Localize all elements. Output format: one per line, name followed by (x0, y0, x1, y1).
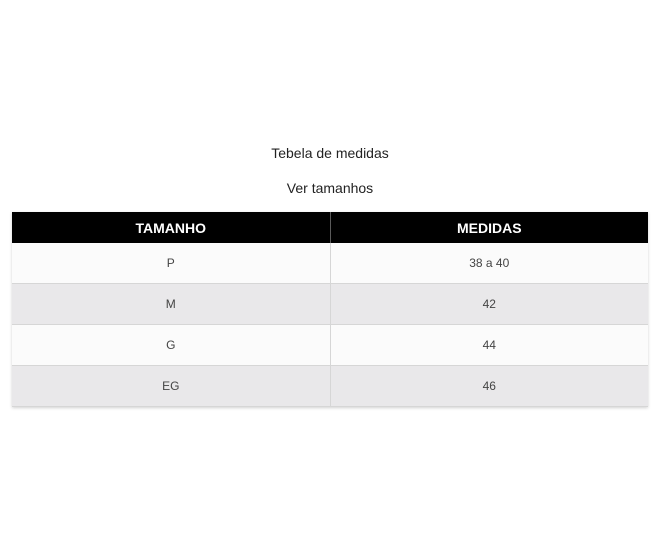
table-row (12, 325, 648, 366)
cell-size: M (12, 284, 330, 325)
header-size: TAMANHO (12, 212, 330, 243)
cell-measurement: 46 (330, 366, 648, 407)
page-title: Tebela de medidas (271, 145, 389, 161)
table-row (12, 243, 648, 284)
size-table (12, 212, 648, 407)
cell-size: P (12, 243, 330, 284)
size-table-container (12, 212, 648, 407)
header-measurements: MEDIDAS (330, 212, 648, 243)
cell-size: EG (12, 366, 330, 407)
table-row (12, 366, 648, 407)
cell-measurement: 42 (330, 284, 648, 325)
cell-measurement: 38 a 40 (330, 243, 648, 284)
cell-size: G (12, 325, 330, 366)
view-sizes-link[interactable]: Ver tamanhos (286, 180, 374, 196)
table-row (12, 284, 648, 325)
cell-measurement: 44 (330, 325, 648, 366)
table-header-row (12, 212, 648, 243)
